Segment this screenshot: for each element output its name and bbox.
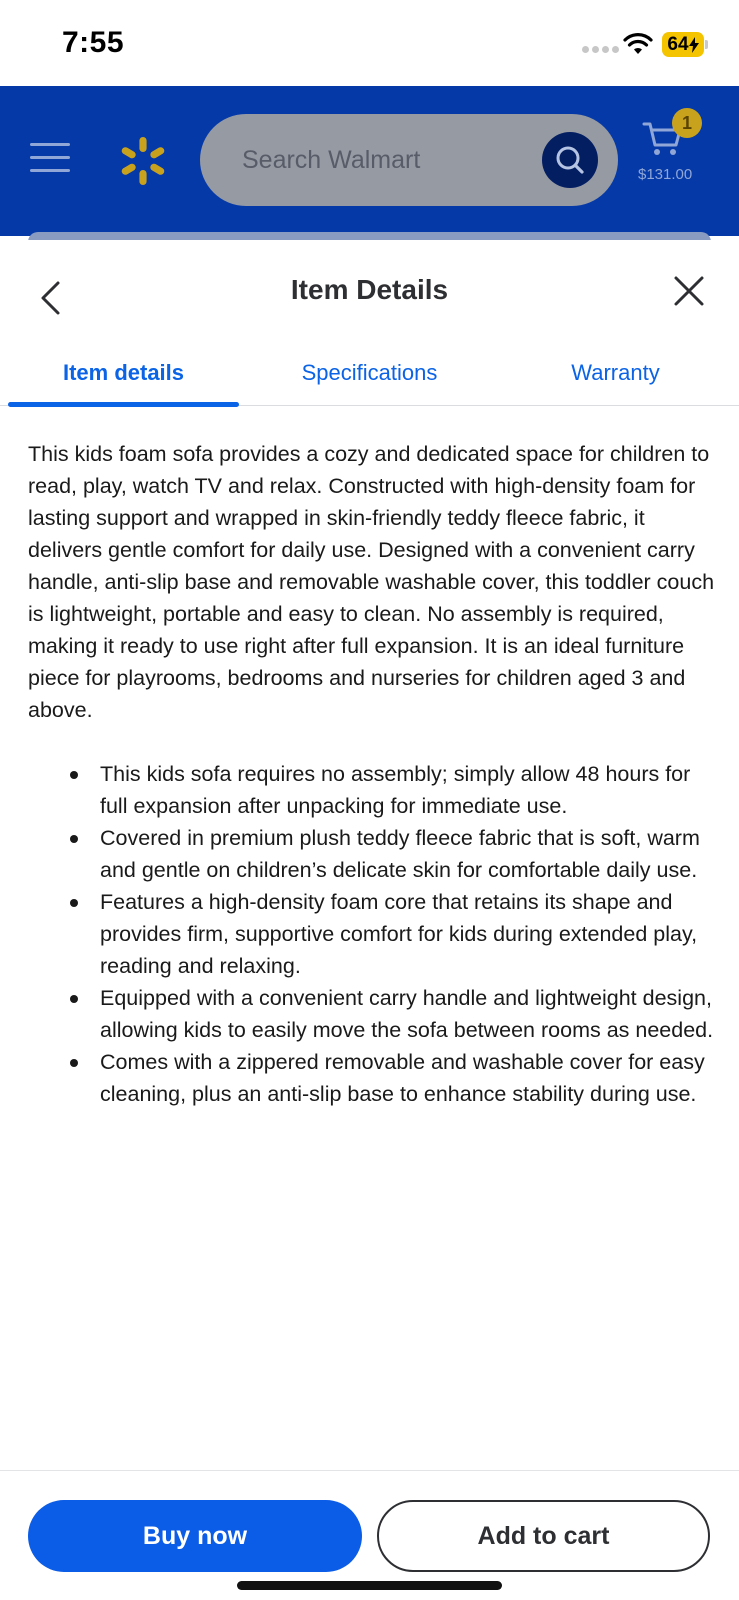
app-header [0,86,739,236]
feature-item: Comes with a zippered removable and washable cover for easy cleaning, plus an anti-slip base to enhance stability during use. [28,1046,718,1110]
active-tab-indicator [8,402,239,407]
search-button[interactable] [542,132,598,188]
feature-item: Features a high-density foam core that retains its shape and provides firm, supportive comfort for kids during extended play, reading and relaxing. [28,886,718,982]
charging-bolt-icon [689,37,699,53]
tab-bar [0,340,739,406]
battery-cap [705,40,708,49]
feature-item: Equipped with a convenient carry handle and lightweight design, allowing kids to easily move the sofa between rooms as needed. [28,982,718,1046]
cart-count-badge: 1 [672,108,702,138]
menu-icon[interactable] [30,143,70,173]
product-description: This kids foam sofa provides a cozy and dedicated space for children to read, play, watch TV and relax. Constructed with high-density foam for lasting support and wrapped in skin-friendly teddy fleece fabric, it delivers gentle comfort for daily use. Designed with a convenient carry handle, anti-slip base and removable washable cover, this toddler couch is lightweight, portable and easy to clean. No assembly is required, making it ready to use right after full expansion. It is an ideal furniture piece for playrooms, bedrooms and nurseries for children aged 3 and above. [28,442,715,722]
status-bar [0,0,739,86]
search-input[interactable] [242,114,522,206]
status-time: 7:55 [62,26,125,59]
cart-total: $131.00 [638,166,693,183]
sheet-title: Item Details [290,274,449,305]
cart-button[interactable] [638,114,718,194]
buy-now-button[interactable]: Buy now [28,1500,362,1572]
feature-list [28,758,718,1110]
feature-item: Covered in premium plush teddy fleece fabric that is soft, warm and gentle on children’s delicate skin for comfortable daily use. [28,822,718,886]
search-icon [554,144,586,176]
close-icon[interactable] [672,274,706,308]
cellular-signal-icon [582,46,619,53]
search-bar [200,114,618,206]
item-details-sheet [0,240,739,1600]
tab-item-details[interactable]: Item details [62,360,185,385]
wifi-icon [623,32,653,56]
battery-level [662,32,704,57]
tab-specifications[interactable]: Specifications [301,360,438,385]
add-to-cart-button[interactable]: Add to cart [377,1500,710,1572]
feature-item: This kids sofa requires no assembly; simply allow 48 hours for full expansion after unpacking for immediate use. [28,758,718,822]
walmart-spark-icon[interactable] [118,136,168,186]
home-indicator [237,1581,502,1590]
tab-warranty[interactable]: Warranty [571,360,660,385]
battery-percent: 64 [667,33,689,55]
